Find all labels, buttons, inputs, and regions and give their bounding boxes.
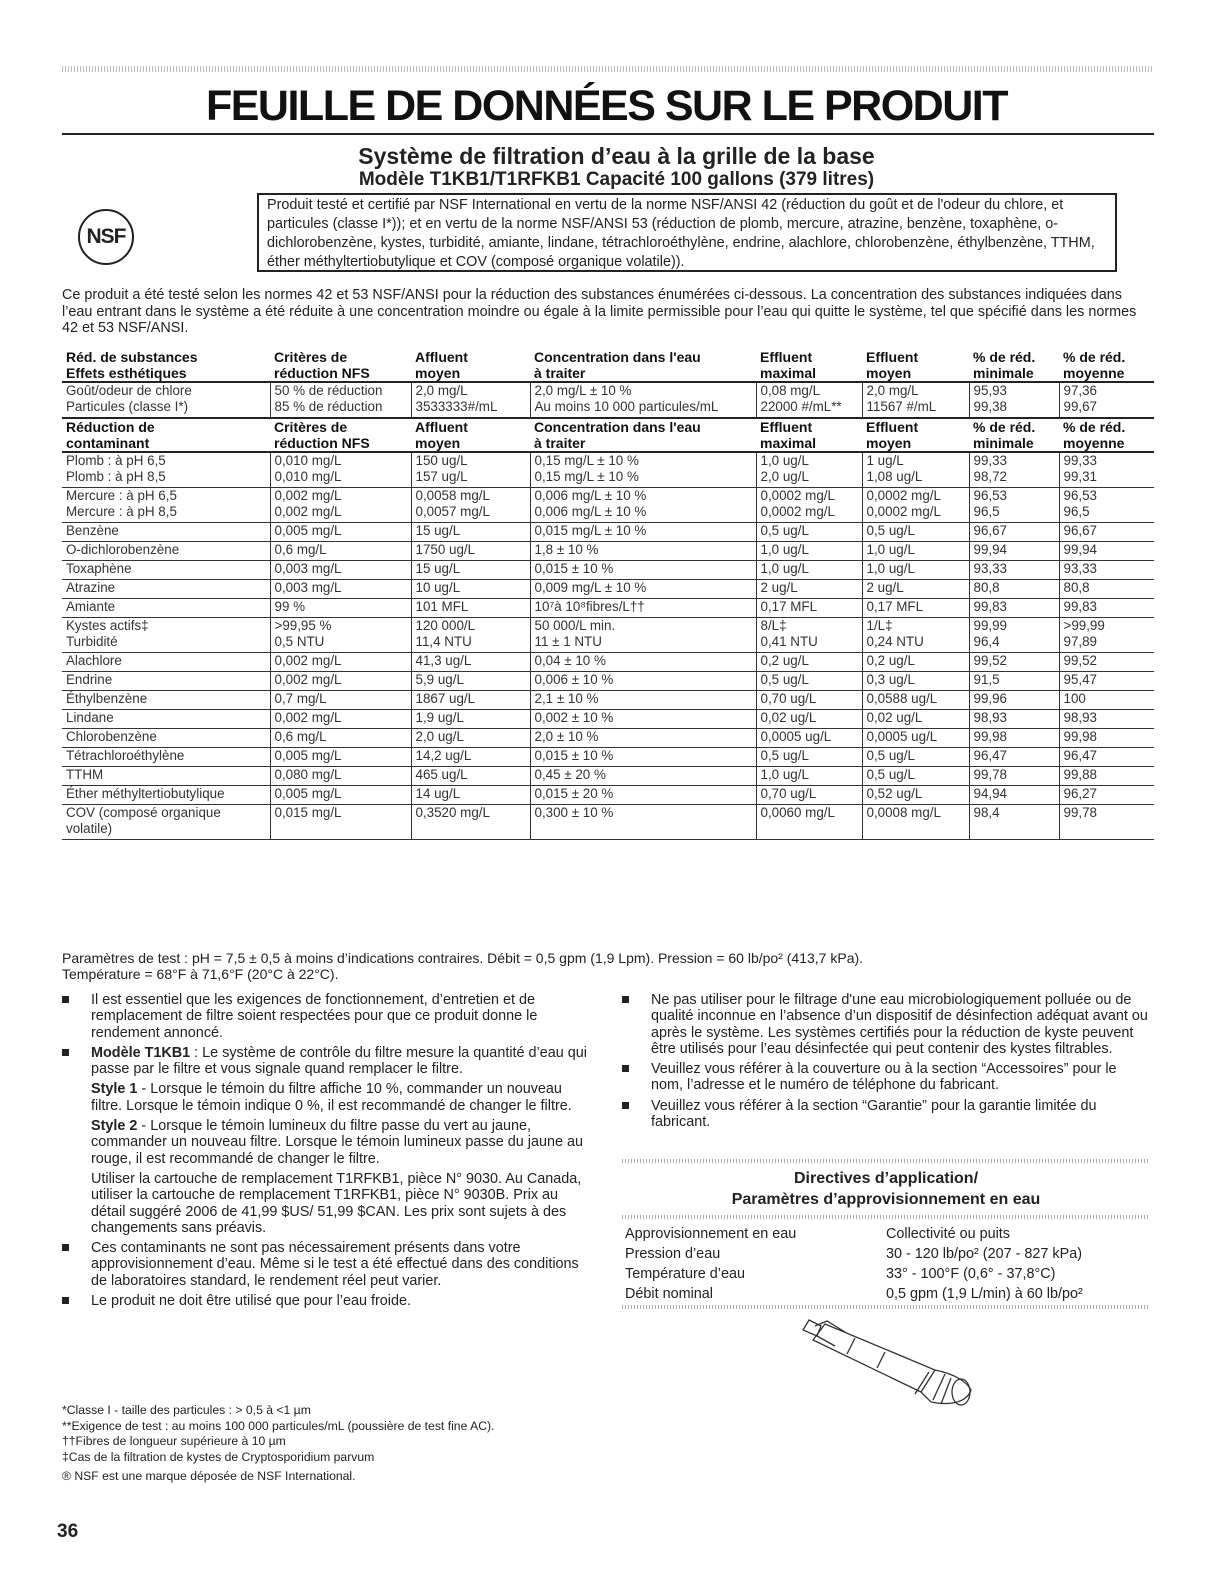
bullet-item — [622, 992, 1152, 1057]
table-cell: % de réd. moyenne — [1059, 349, 1154, 382]
style2-paragraph — [62, 1118, 592, 1167]
footnote-2: **Exigence de test : au moins 100 000 particules/mL (poussière de test fine AC). — [62, 1418, 495, 1433]
top-dotted-band — [62, 66, 1154, 72]
table-cell: 0,02 ug/L — [756, 710, 862, 729]
table-cell: 100 — [1059, 691, 1154, 710]
footnotes — [62, 1403, 494, 1485]
table-cell: Affluent moyen — [411, 418, 530, 452]
table-cell: 80,8 — [1059, 580, 1154, 599]
table-cell: 0,02 ug/L — [862, 710, 969, 729]
table-cell: 15 ug/L — [411, 523, 530, 542]
params-text: Paramètres de test : pH = 7,5 ± 0,5 à moins d’indications contraires. Débit = 0,5 gpm (1,9 Lpm). Pression = 60 lb/po² (413,7 kPa). Température = 68°F à 71,6°F (20°C à 22°C). — [62, 950, 864, 982]
table-cell: 2,0 mg/L 11567 #/mL — [862, 382, 969, 418]
table-cell: 99,94 — [969, 542, 1059, 561]
table-cell: 0,0060 mg/L — [756, 805, 862, 840]
bullet-square-icon — [622, 1065, 629, 1072]
table-cell: 0,003 mg/L — [270, 561, 411, 580]
table-cell: % de réd. minimale — [969, 418, 1059, 452]
table-cell: % de réd. minimale — [969, 349, 1059, 382]
intro-paragraph: Ce produit a été testé selon les normes 42 et 53 NSF/ANSI pour la réduction des substances énumérées ci-dessous. La concentration des substances indiquées dans l’eau entrant dans le système a été réduite à une concentration moindre ou égale à la limite permissible pour l’eau qui quitte le système, tel que spécifié dans les normes 42 et 53 NSF/ANSI. — [62, 287, 1137, 336]
system-subtitle: Système de filtration d’eau à la grille de la base — [358, 143, 875, 169]
table-cell: 0,2 ug/L — [862, 653, 969, 672]
table-cell: 80,8 — [969, 580, 1059, 599]
table-cell: 0,006 ± 10 % — [530, 672, 756, 691]
bullet-square-icon — [622, 1102, 629, 1109]
table-cell: O-dichlorobenzène — [62, 542, 270, 561]
table-cell: 0,080 mg/L — [270, 767, 411, 786]
table-cell: Alachlore — [62, 653, 270, 672]
style2-text: - Lorsque le témoin lumineux du filtre passe du vert au jaune, commander un nouveau filtre. Lorsque le témoin lumineux passe du jaune au rouge, il est recommandé de changer le filtre. — [91, 1118, 583, 1167]
table-cell: Endrine — [62, 672, 270, 691]
table-cell: 99 % — [270, 599, 411, 618]
bullet-text: Il est essentiel que les exigences de fonctionnement, d’entretien et de remplacement de filtre soient respectées pour que ce produit donne le rendement annoncé. — [91, 992, 538, 1041]
table-cell: 0,0002 mg/L 0,0002 mg/L — [862, 488, 969, 523]
table-row — [62, 672, 1154, 691]
bullet-bold-label: Modèle T1KB1 — [91, 1044, 191, 1061]
table-cell: 99,52 — [1059, 653, 1154, 672]
table-cell: Plomb : à pH 6,5 Plomb : à pH 8,5 — [62, 452, 270, 488]
directive-value: Collectivité ou puits — [886, 1226, 1010, 1242]
table-cell: 96,67 — [1059, 523, 1154, 542]
table-cell: Concentration dans l'eau à traiter — [530, 418, 756, 452]
table-cell: % de réd. moyenne — [1059, 418, 1154, 452]
directives-row — [622, 1244, 1150, 1264]
footnote-trademark: ® NSF est une marque déposée de NSF International. — [62, 1469, 356, 1484]
table-cell: 465 ug/L — [411, 767, 530, 786]
table-cell: 0,70 ug/L — [756, 691, 862, 710]
table-cell: 0,70 ug/L — [756, 786, 862, 805]
table-cell: 93,33 — [969, 561, 1059, 580]
directives-row — [622, 1224, 1150, 1244]
table-cell: 0,17 MFL — [756, 599, 862, 618]
directive-value: 0,5 gpm (1,9 L/min) à 60 lb/po² — [886, 1286, 1083, 1302]
table-cell: 2,1 ± 10 % — [530, 691, 756, 710]
bullet-text: : Le système de contrôle du filtre mesure la quantité d’eau qui passe par le filtre et vous signale quand remplacer le filtre. — [91, 1044, 587, 1078]
table-cell: 93,33 — [1059, 561, 1154, 580]
table-row — [62, 786, 1154, 805]
table-cell: 96,53 96,5 — [969, 488, 1059, 523]
table-row — [62, 523, 1154, 542]
directive-value: 30 - 120 lb/po² (207 - 827 kPa) — [886, 1246, 1082, 1262]
table-row — [62, 488, 1154, 523]
table-cell: Critères de réduction NFS — [270, 349, 411, 382]
table-cell: Réduction de contaminant — [62, 418, 270, 452]
table-cell: 0,5 ug/L — [756, 672, 862, 691]
footnote-1: *Classe I - taille des particules : > 0,5 à <1 µm — [62, 1403, 311, 1417]
bullet-item — [622, 1061, 1152, 1094]
table-cell: 0,002 ± 10 % — [530, 710, 756, 729]
table-cell: Critères de réduction NFS — [270, 418, 411, 452]
test-parameters — [62, 950, 1154, 982]
table-cell: 0,0005 ug/L — [756, 729, 862, 748]
table-cell: 0,015 ± 10 % — [530, 561, 756, 580]
table-cell: 97,36 99,67 — [1059, 382, 1154, 418]
bullet-square-icon — [62, 1049, 69, 1056]
style1-paragraph — [62, 1081, 592, 1114]
table-cell: 0,002 mg/L — [270, 653, 411, 672]
table-cell: 96,47 — [969, 748, 1059, 767]
table-row — [62, 691, 1154, 710]
table-cell: 41,3 ug/L — [411, 653, 530, 672]
style1-text: - Lorsque le témoin du filtre affiche 10 %, commander un nouveau filtre. Lorsque le témoin indique 0 %, il est recommandé de changer le filtre. — [91, 1081, 572, 1114]
table-row — [62, 382, 1154, 418]
table-cell: Lindane — [62, 710, 270, 729]
table-cell: 0,0058 mg/L 0,0057 mg/L — [411, 488, 530, 523]
table-cell: Benzène — [62, 523, 270, 542]
bullet-text: Ces contaminants ne sont pas nécessairement présents dans votre approvisionnement d’eau. Même si le test a été effectué dans des conditions de laboratoires standard, le rendement réel peut varier. — [91, 1240, 579, 1289]
table-cell: 99,83 — [969, 599, 1059, 618]
table-cell: 99,88 — [1059, 767, 1154, 786]
footnote-4: ‡Cas de la filtration de kystes de Cryptosporidium parvum — [62, 1449, 375, 1464]
table-cell: 2,0 mg/L 3533333#/mL — [411, 382, 530, 418]
table-cell: 0,015 ± 20 % — [530, 786, 756, 805]
table-cell: 0,005 mg/L — [270, 748, 411, 767]
table-cell: Effluent moyen — [862, 418, 969, 452]
table-cell: 0,005 mg/L — [270, 786, 411, 805]
title-rule — [62, 133, 1154, 135]
directive-value: 33° - 100°F (0,6° - 37,8°C) — [886, 1266, 1056, 1282]
footnote-3: ††Fibres de longueur supérieure à 10 µm — [62, 1434, 286, 1449]
table-row — [62, 542, 1154, 561]
table-cell: Toxaphène — [62, 561, 270, 580]
table-header-row — [62, 418, 1154, 452]
table-cell: 0,5 ug/L — [756, 748, 862, 767]
table-cell: 1,0 ug/L — [756, 767, 862, 786]
table-cell: 1,0 ug/L — [756, 542, 862, 561]
table-cell: 0,5 ug/L — [862, 767, 969, 786]
table-cell: 15 ug/L — [411, 561, 530, 580]
table-cell: 0,52 ug/L — [862, 786, 969, 805]
table-cell: 99,52 — [969, 653, 1059, 672]
table-cell: 95,93 99,38 — [969, 382, 1059, 418]
nsf-logo: NSF — [78, 209, 134, 265]
table-cell: 91,5 — [969, 672, 1059, 691]
bullet-square-icon — [62, 996, 69, 1003]
table-row — [62, 748, 1154, 767]
table-cell: 0,04 ± 10 % — [530, 653, 756, 672]
table-cell: 0,015 ± 10 % — [530, 748, 756, 767]
table-cell: 10⁷à 10⁸fibres/L†† — [530, 599, 756, 618]
bullet-item — [62, 1045, 592, 1078]
table-cell: Tétrachloroéthylène — [62, 748, 270, 767]
nsf-certification-text: Produit testé et certifié par NSF International en vertu de la norme NSF/ANSI 42 (réduction du goût et de l'odeur du chlore, et particules (classe I*)); et en vertu de la norme NSF/ANSI 53 (réduction de plomb, mercure, atrazine, benzène, toxaphène, o-dichlorobenzène, kystes, turbidité, amiante, lindane, tétrachloroéthylène, endrine, alachlore, chlorobenzène, éthylbenzène, TTHM, éther méthyltertiobutylique et COV (composé organique volatile)). — [257, 193, 1117, 272]
table-cell: 1,8 ± 10 % — [530, 542, 756, 561]
table-cell: 0,08 mg/L 22000 #/mL** — [756, 382, 862, 418]
table-cell: 1 ug/L 1,08 ug/L — [862, 452, 969, 488]
table-cell: 99,98 — [1059, 729, 1154, 748]
table-cell: 0,15 mg/L ± 10 % 0,15 mg/L ± 10 % — [530, 452, 756, 488]
table-cell: Effluent moyen — [862, 349, 969, 382]
table-cell: Kystes actifs‡ Turbidité — [62, 618, 270, 653]
table-cell: 0,006 mg/L ± 10 % 0,006 mg/L ± 10 % — [530, 488, 756, 523]
table-cell: 95,47 — [1059, 672, 1154, 691]
table-cell: 0,002 mg/L 0,002 mg/L — [270, 488, 411, 523]
table-cell: Effluent maximal — [756, 418, 862, 452]
contaminant-table — [62, 349, 1154, 840]
table-cell: COV (composé organique volatile) — [62, 805, 270, 840]
table-cell: 99,33 99,31 — [1059, 452, 1154, 488]
table-cell: Goût/odeur de chlore Particules (classe I*) — [62, 382, 270, 418]
table-header-row — [62, 349, 1154, 382]
table-cell: 0,5 ug/L — [862, 748, 969, 767]
table-cell: Réd. de substances Effets esthétiques — [62, 349, 270, 382]
table-cell: 1/L‡ 0,24 NTU — [862, 618, 969, 653]
bullet-item — [62, 1240, 592, 1289]
table-cell: 14,2 ug/L — [411, 748, 530, 767]
table-cell: 99,96 — [969, 691, 1059, 710]
table-cell: 0,0002 mg/L 0,0002 mg/L — [756, 488, 862, 523]
table-cell: Effluent maximal — [756, 349, 862, 382]
directives-subtitle: Paramètres d’approvisionnement en eau — [731, 1191, 1041, 1208]
table-cell: 120 000/L 11,4 NTU — [411, 618, 530, 653]
table-cell: 0,6 mg/L — [270, 542, 411, 561]
table-cell: 1,0 ug/L — [862, 561, 969, 580]
table-cell: 2,0 mg/L ± 10 % Au moins 10 000 particules/mL — [530, 382, 756, 418]
table-cell: 94,94 — [969, 786, 1059, 805]
table-cell: Mercure : à pH 6,5 Mercure : à pH 8,5 — [62, 488, 270, 523]
directives-mid-rule — [622, 1215, 1150, 1219]
table-cell: 98,93 — [1059, 710, 1154, 729]
bullet-item — [622, 1098, 1152, 1131]
table-cell: 0,17 MFL — [862, 599, 969, 618]
table-row — [62, 710, 1154, 729]
table-cell: Concentration dans l'eau à traiter — [530, 349, 756, 382]
table-cell: 0,015 mg/L ± 10 % — [530, 523, 756, 542]
table-cell: 2 ug/L — [862, 580, 969, 599]
table-cell: 0,45 ± 20 % — [530, 767, 756, 786]
bullet-text: Le produit ne doit être utilisé que pour l’eau froide. — [91, 1293, 412, 1310]
table-cell: Atrazine — [62, 580, 270, 599]
table-cell: 99,83 — [1059, 599, 1154, 618]
table-cell: 0,3520 mg/L — [411, 805, 530, 840]
table-cell: 0,0588 ug/L — [862, 691, 969, 710]
table-cell: 101 MFL — [411, 599, 530, 618]
table-cell: 150 ug/L 157 ug/L — [411, 452, 530, 488]
table-cell: 99,78 — [969, 767, 1059, 786]
table-cell: 2 ug/L — [756, 580, 862, 599]
table-cell: 0,5 ug/L — [862, 523, 969, 542]
bullet-square-icon — [62, 1297, 69, 1304]
table-cell: Amiante — [62, 599, 270, 618]
directives-top-rule — [622, 1159, 1150, 1163]
table-cell: TTHM — [62, 767, 270, 786]
table-cell: Éther méthyltertiobutylique — [62, 786, 270, 805]
bullet-text: Veuillez vous référer à la section “Garantie” pour la garantie limitée du fabricant. — [651, 1097, 1097, 1131]
table-cell: 1750 ug/L — [411, 542, 530, 561]
table-row — [62, 452, 1154, 488]
table-cell: 0,003 mg/L — [270, 580, 411, 599]
table-cell: 1,0 ug/L — [756, 561, 862, 580]
table-row — [62, 580, 1154, 599]
table-cell: 1,0 ug/L 2,0 ug/L — [756, 452, 862, 488]
table-cell: 2,0 ug/L — [411, 729, 530, 748]
bullet-text: Ne pas utiliser pour le filtrage d'une eau microbiologiquement polluée ou de qualité inconnue en l’absence d’un dispositif de désinfection adéquat avant ou après le système. Les systèmes certifiés pour la réduction de kyste peuvent être utilisés pour l’eau désinfectée qui peut contenir des kystes filtrables. — [651, 992, 1148, 1057]
table-cell: 0,005 mg/L — [270, 523, 411, 542]
directive-label: Approvisionnement en eau — [625, 1226, 797, 1242]
table-cell: 99,99 96,4 — [969, 618, 1059, 653]
table-cell: 98,93 — [969, 710, 1059, 729]
table-cell: 99,98 — [969, 729, 1059, 748]
table-cell: 96,53 96,5 — [1059, 488, 1154, 523]
table-cell: 96,27 — [1059, 786, 1154, 805]
table-cell: 99,33 98,72 — [969, 452, 1059, 488]
bullet-item — [62, 1293, 592, 1309]
table-cell: 0,0005 ug/L — [862, 729, 969, 748]
table-row — [62, 653, 1154, 672]
bullet-square-icon — [62, 1244, 69, 1251]
replacement-paragraph: Utiliser la cartouche de remplacement T1RFKB1, pièce N° 9030. Au Canada, utiliser la cartouche de remplacement T1RFKB1, pièce N° 9030B. Prix au détail suggéré 2006 de 41,99 $US/ 51,99 $CAN. Les prix sont sujets à des changements sans préavis. — [91, 1170, 582, 1236]
directives-row — [622, 1284, 1150, 1304]
directives-row — [622, 1264, 1150, 1284]
table-cell: 0,6 mg/L — [270, 729, 411, 748]
table-cell: 1867 ug/L — [411, 691, 530, 710]
bullet-text: Veuillez vous référer à la couverture ou à la section “Accessoires” pour le nom, l’adresse et le numéro de téléphone du fabricant. — [651, 1061, 1117, 1094]
table-cell: 0,3 ug/L — [862, 672, 969, 691]
table-cell: 0,015 mg/L — [270, 805, 411, 840]
table-row — [62, 805, 1154, 840]
model-subtitle: Modèle T1KB1/T1RFKB1 Capacité 100 gallons (379 litres) — [358, 169, 875, 190]
table-cell: 0,010 mg/L 0,010 mg/L — [270, 452, 411, 488]
table-cell: 0,300 ± 10 % — [530, 805, 756, 840]
table-cell: Éthylbenzène — [62, 691, 270, 710]
table-cell: 8/L‡ 0,41 NTU — [756, 618, 862, 653]
table-row — [62, 729, 1154, 748]
table-cell: 50 % de réduction 85 % de réduction — [270, 382, 411, 418]
table-cell: 10 ug/L — [411, 580, 530, 599]
table-cell: >99,99 97,89 — [1059, 618, 1154, 653]
directives-bottom-rule — [622, 1305, 1150, 1309]
table-cell: 1,9 ug/L — [411, 710, 530, 729]
table-cell: 99,78 — [1059, 805, 1154, 840]
table-row — [62, 767, 1154, 786]
directives-title: Directives d’application/ — [793, 1170, 979, 1187]
style1-label: Style 1 — [91, 1081, 138, 1098]
table-cell: 1,0 ug/L — [862, 542, 969, 561]
bullet-square-icon — [622, 996, 629, 1003]
table-cell: 0,009 mg/L ± 10 % — [530, 580, 756, 599]
directive-label: Débit nominal — [625, 1286, 713, 1302]
table-row — [62, 599, 1154, 618]
table-cell: 96,47 — [1059, 748, 1154, 767]
table-cell: 96,67 — [969, 523, 1059, 542]
table-cell: Affluent moyen — [411, 349, 530, 382]
page-title: FEUILLE DE DONNÉES SUR LE PRODUIT — [205, 82, 1007, 130]
table-cell: >99,95 % 0,5 NTU — [270, 618, 411, 653]
table-cell: 2,0 ± 10 % — [530, 729, 756, 748]
directive-label: Température d’eau — [625, 1266, 745, 1282]
table-cell: 99,94 — [1059, 542, 1154, 561]
table-cell: 0,002 mg/L — [270, 672, 411, 691]
directives-table — [622, 1224, 1150, 1304]
table-cell: 50 000/L min. 11 ± 1 NTU — [530, 618, 756, 653]
table-cell: 0,2 ug/L — [756, 653, 862, 672]
table-cell: 5,9 ug/L — [411, 672, 530, 691]
right-column — [622, 992, 1152, 1134]
table-row — [62, 561, 1154, 580]
table-cell: Chlorobenzène — [62, 729, 270, 748]
table-cell: 0,5 ug/L — [756, 523, 862, 542]
style2-label: Style 2 — [91, 1118, 138, 1135]
directive-label: Pression d’eau — [625, 1246, 721, 1262]
table-cell: 98,4 — [969, 805, 1059, 840]
table-cell: 0,0008 mg/L — [862, 805, 969, 840]
table-row — [62, 618, 1154, 653]
page-number: 36 — [57, 1521, 79, 1542]
table-cell: 0,002 mg/L — [270, 710, 411, 729]
table-cell: 0,7 mg/L — [270, 691, 411, 710]
filter-cartridge-illustration — [795, 1312, 995, 1407]
bullet-item — [62, 992, 592, 1041]
left-column — [62, 992, 592, 1313]
table-cell: 14 ug/L — [411, 786, 530, 805]
